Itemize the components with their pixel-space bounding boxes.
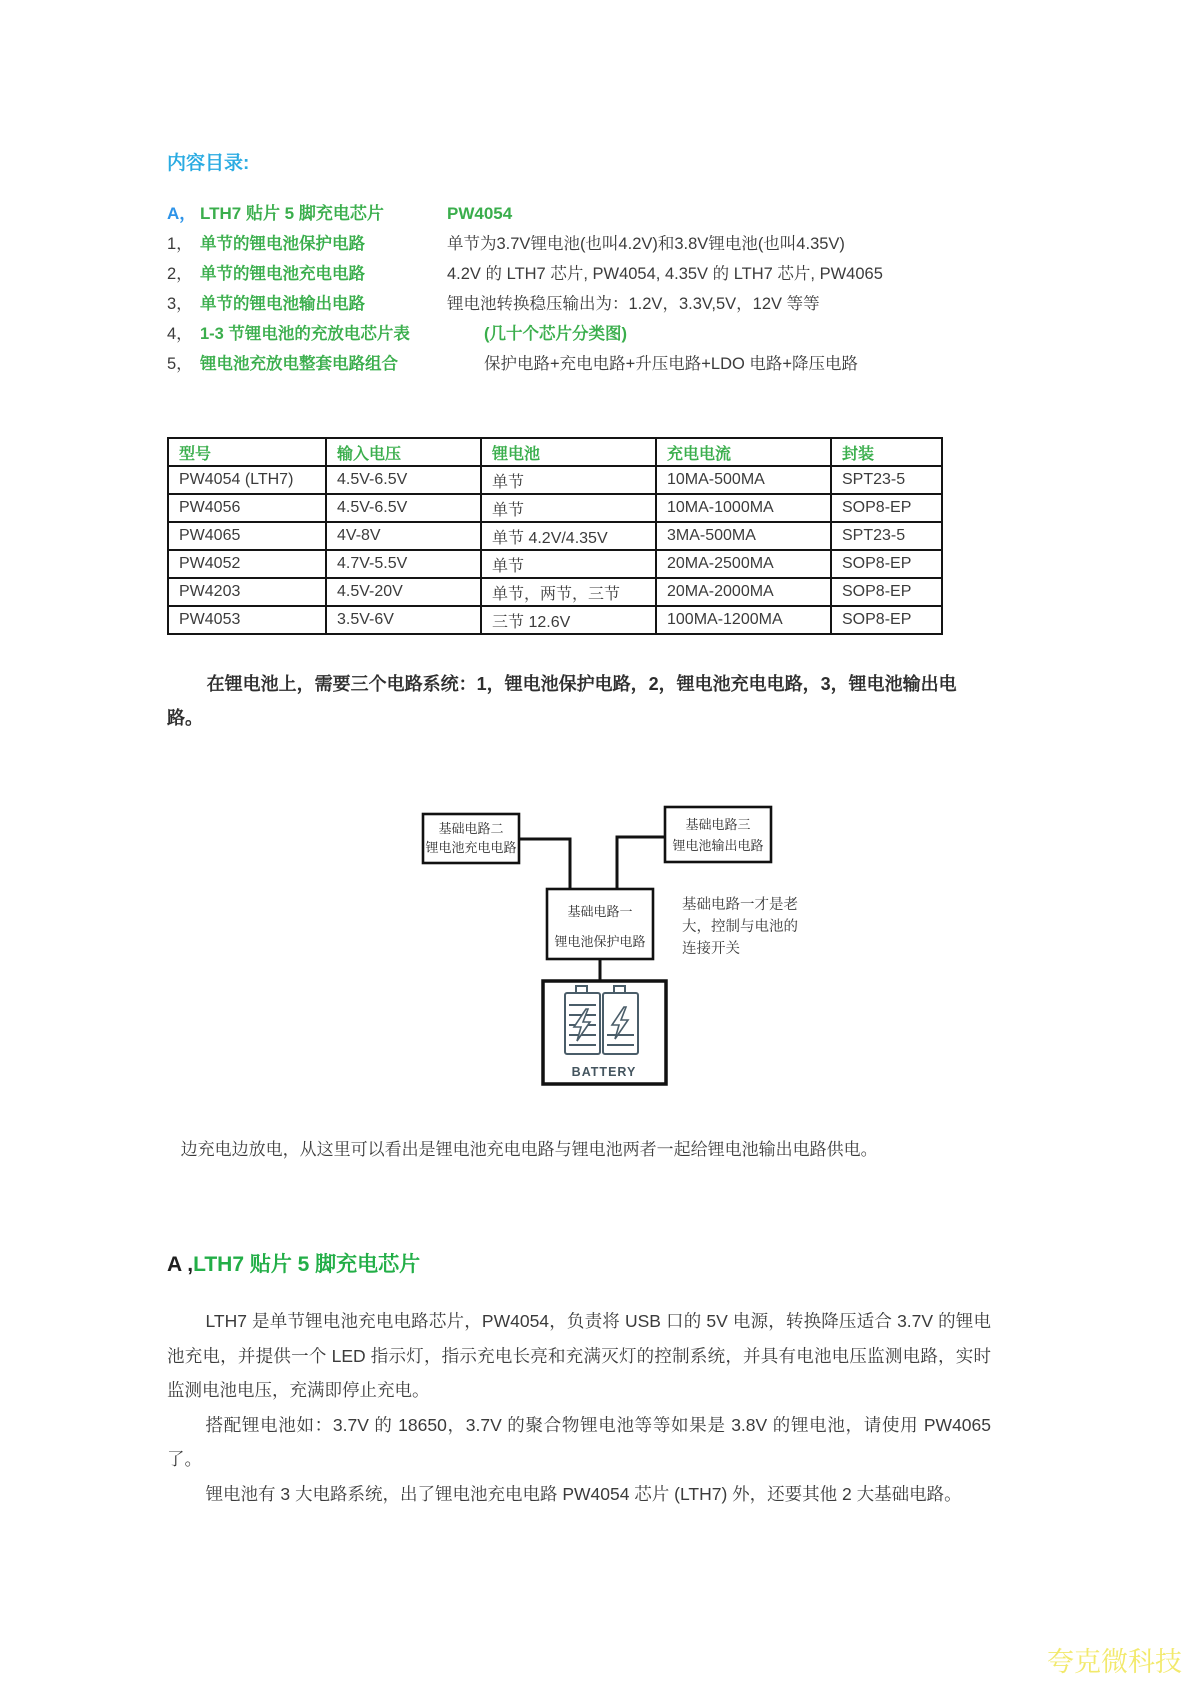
toc-item-label: LTH7 贴片 5 脚充电芯片 bbox=[200, 204, 384, 223]
cell-package: SOP8-EP bbox=[831, 578, 942, 606]
cell-model: PW4203 bbox=[168, 578, 326, 606]
cell-input-voltage: 4.5V-6.5V bbox=[326, 494, 481, 522]
chip-comparison-table bbox=[167, 437, 943, 635]
cell-package: SPT23-5 bbox=[831, 466, 942, 494]
cell-package: SOP8-EP bbox=[831, 550, 942, 578]
toc-item-label: 单节的锂电池保护电路 bbox=[200, 235, 365, 253]
cell-model: PW4053 bbox=[168, 606, 326, 634]
diagram-note-line-1: 基础电路一才是老 bbox=[682, 897, 798, 913]
toc-item-4 bbox=[167, 319, 991, 349]
output-circuit-box bbox=[665, 807, 771, 862]
toc-item-desc: 单节为3.7V锂电池(也叫4.2V)和3.8V锂电池(也叫4.35V) bbox=[447, 235, 845, 253]
diagram-note-line-2: 大，控制与电池的 bbox=[682, 919, 798, 935]
circuit-diagram-svg bbox=[380, 759, 820, 1104]
cell-charge-current: 10MA-1000MA bbox=[656, 494, 831, 522]
section-a-heading-prefix: A , bbox=[167, 1253, 194, 1276]
cell-package: SOP8-EP bbox=[831, 494, 942, 522]
cell-package: SPT23-5 bbox=[831, 522, 942, 550]
col-header-model: 型号 bbox=[168, 438, 326, 466]
col-header-charge-current: 充电电流 bbox=[656, 438, 831, 466]
table-header-row bbox=[168, 438, 942, 466]
cell-battery: 单节，两节，三节 bbox=[481, 578, 656, 606]
cell-battery: 单节 bbox=[481, 466, 656, 494]
cell-model: PW4052 bbox=[168, 550, 326, 578]
watermark: 夸克微科技 bbox=[1047, 1647, 1182, 1677]
toc-item-3 bbox=[167, 289, 991, 319]
toc-item-number: 2， bbox=[167, 265, 193, 283]
three-circuits-paragraph: 在锂电池上，需要三个电路系统：1，锂电池保护电路，2，锂电池充电电路，3，锂电池输出电路。 bbox=[167, 674, 957, 728]
charging-circuit-label-2: 锂电池充电电路 bbox=[425, 840, 517, 855]
toc-item-label: 锂电池充放电整套电路组合 bbox=[200, 355, 398, 373]
cell-battery: 单节 bbox=[481, 494, 656, 522]
cell-input-voltage: 4.5V-6.5V bbox=[326, 466, 481, 494]
battery-caption: BATTERY bbox=[571, 1065, 637, 1079]
table-row bbox=[168, 550, 942, 578]
connector-charge-to-protect bbox=[519, 839, 570, 890]
diagram-note-line-3: 连接开关 bbox=[682, 941, 740, 957]
section-a-heading-title: LTH7 贴片 5 脚充电芯片 bbox=[193, 1253, 421, 1276]
toc-item-label: 单节的锂电池充电电路 bbox=[200, 265, 365, 283]
cell-battery: 三节 12.6V bbox=[481, 606, 656, 634]
toc-list bbox=[167, 199, 991, 379]
table-row bbox=[168, 494, 942, 522]
section-a-paragraph-2: 搭配锂电池如：3.7V 的 18650，3.7V 的聚合物锂电池等等如果是 3.8V 的锂电池，请使用 PW4065 了。 bbox=[167, 1414, 991, 1469]
document-page bbox=[167, 0, 991, 1511]
col-header-package: 封装 bbox=[831, 438, 942, 466]
cell-package: SOP8-EP bbox=[831, 606, 942, 634]
col-header-battery: 锂电池 bbox=[481, 438, 656, 466]
cell-input-voltage: 4.5V-20V bbox=[326, 578, 481, 606]
toc-item-number: 4， bbox=[167, 325, 193, 343]
toc-item-desc: 4.2V 的 LTH7 芯片, PW4054, 4.35V 的 LTH7 芯片, PW4065 bbox=[447, 265, 883, 283]
charging-conclusion-paragraph: 边充电边放电，从这里可以看出是锂电池充电电路与锂电池两者一起给锂电池输出电路供电。 bbox=[180, 1140, 878, 1159]
cell-charge-current: 20MA-2000MA bbox=[656, 578, 831, 606]
col-header-input-voltage: 输入电压 bbox=[326, 438, 481, 466]
toc-item-desc: PW4054 bbox=[447, 204, 513, 223]
protection-circuit-label-1: 基础电路一 bbox=[567, 904, 633, 919]
toc-item-number: 5， bbox=[167, 355, 193, 373]
cell-model: PW4056 bbox=[168, 494, 326, 522]
cell-input-voltage: 3.5V-6V bbox=[326, 606, 481, 634]
toc-item-label: 单节的锂电池输出电路 bbox=[200, 295, 365, 313]
section-a-heading bbox=[167, 1248, 991, 1278]
protection-circuit-label-2: 锂电池保护电路 bbox=[554, 934, 646, 949]
cell-charge-current: 20MA-2500MA bbox=[656, 550, 831, 578]
connector-output-to-protect bbox=[617, 837, 665, 890]
output-circuit-label-1: 基础电路三 bbox=[685, 817, 751, 832]
toc-item-number: 1， bbox=[167, 235, 193, 253]
output-circuit-label-2: 锂电池输出电路 bbox=[672, 838, 764, 853]
section-a-paragraph-3: 锂电池有 3 大电路系统，出了锂电池充电电路 PW4054 芯片 (LTH7) 外，还要其他 2 大基础电路。 bbox=[205, 1483, 962, 1504]
cell-charge-current: 3MA-500MA bbox=[656, 522, 831, 550]
toc-item-number: A， bbox=[167, 204, 197, 223]
section-a-paragraph-1: LTH7 是单节锂电池充电电路芯片，PW4054，负责将 USB 口的 5V 电源，转换降压适合 3.7V 的锂电池充电，并提供一个 LED 指示灯，指示充电长亮和充满灭灯的控制系统，并具有电池电压监测电路，实时监测电池电压，充满即停止充电。 bbox=[167, 1311, 991, 1400]
cell-input-voltage: 4.7V-5.5V bbox=[326, 550, 481, 578]
toc-item-desc: 保护电路+充电电路+升压电路+LDO 电路+降压电路 bbox=[484, 355, 859, 373]
table-row bbox=[168, 606, 942, 634]
toc-item-desc: (几十个芯片分类图) bbox=[484, 325, 627, 343]
cell-model: PW4065 bbox=[168, 522, 326, 550]
toc-item-a bbox=[167, 199, 991, 229]
table-row bbox=[168, 466, 942, 494]
cell-battery: 单节 bbox=[481, 550, 656, 578]
toc-item-label: 1-3 节锂电池的充放电芯片表 bbox=[200, 325, 410, 343]
table-row bbox=[168, 522, 942, 550]
toc-item-desc: 锂电池转换稳压输出为：1.2V，3.3V,5V，12V 等等 bbox=[447, 295, 820, 313]
cell-battery: 单节 4.2V/4.35V bbox=[481, 522, 656, 550]
charging-circuit-label-1: 基础电路二 bbox=[438, 821, 504, 836]
toc-item-1 bbox=[167, 229, 991, 259]
toc-title: 内容目录: bbox=[167, 153, 250, 174]
cell-model: PW4054 (LTH7) bbox=[168, 466, 326, 494]
toc-item-2 bbox=[167, 259, 991, 289]
cell-input-voltage: 4V-8V bbox=[326, 522, 481, 550]
cell-charge-current: 10MA-500MA bbox=[656, 466, 831, 494]
table-row bbox=[168, 578, 942, 606]
toc-item-number: 3， bbox=[167, 295, 193, 313]
circuit-diagram bbox=[167, 759, 991, 1104]
cell-charge-current: 100MA-1200MA bbox=[656, 606, 831, 634]
toc-item-5 bbox=[167, 349, 991, 379]
